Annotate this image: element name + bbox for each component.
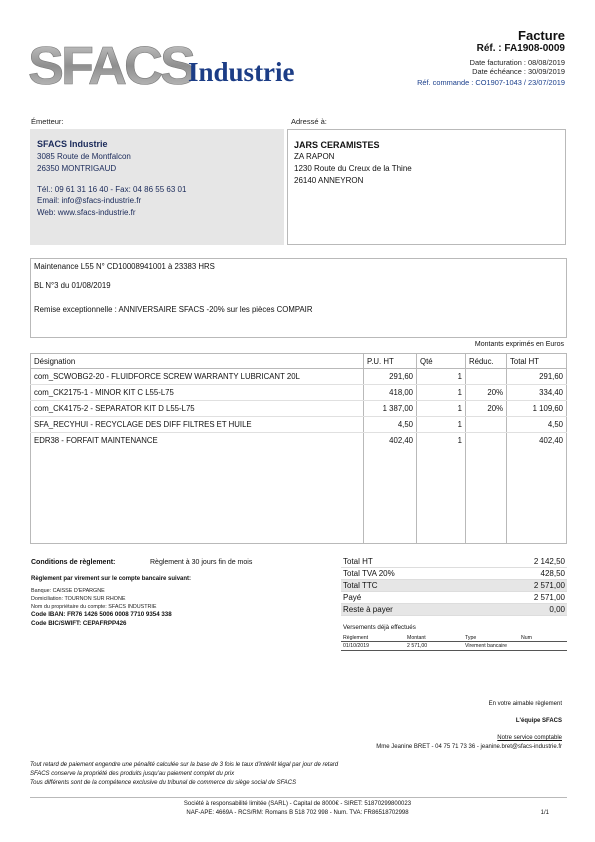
item-total: 334,40 <box>507 385 567 401</box>
item-qty: 1 <box>417 369 466 385</box>
footer-registration: NAF-APE: 4669A - RCS/RM: Romans B 518 702 998 - Num. TVA: FR86518702998 <box>186 810 409 816</box>
total-ttc-value: 2 571,00 <box>533 581 565 590</box>
footer-company-info: Société à responsabilité limitée (SARL) - Capital de 8000€ - SIRET: 51870299800023 <box>183 801 412 807</box>
accounting-service: Notre service comptable <box>497 735 562 741</box>
paid-label: Payé <box>343 593 362 602</box>
remarks-box <box>30 258 567 338</box>
item-qty: 1 <box>417 433 466 449</box>
item-unit-price: 291,60 <box>364 369 417 385</box>
due-date: Date échéance : 30/09/2019 <box>472 67 565 76</box>
item-total: 4,50 <box>507 417 567 433</box>
recipient-label: Adressé à: <box>291 117 327 126</box>
invoice-reference: Réf. : FA1908-0009 <box>476 43 565 54</box>
legal-ownership: SFACS conserve la propriété des produits jusqu'au paiement complet du prix <box>30 771 235 777</box>
payment-terms-label: Conditions de règlement: <box>31 559 116 566</box>
remark-delivery-note: BL N°3 du 01/08/2019 <box>34 281 111 290</box>
payment-num <box>519 642 567 651</box>
document-title: Facture <box>518 28 565 43</box>
currency-note: Montants exprimés en Euros <box>474 341 564 348</box>
total-ht-label: Total HT <box>343 557 373 566</box>
table-row <box>31 417 567 433</box>
paid-row <box>341 592 567 604</box>
item-designation: EDR38 - FORFAIT MAINTENANCE <box>31 433 364 449</box>
billing-date: Date facturation : 08/08/2019 <box>469 58 565 67</box>
issuer-name: SFACS Industrie <box>37 139 108 149</box>
payments-title: Versements déjà effectués <box>343 624 416 631</box>
logo-wordmark: SFACS <box>28 36 194 94</box>
bank-transfer-title: Règlement par virement sur le compte bancaire suivant: <box>31 576 192 582</box>
paid-value: 2 571,00 <box>533 593 565 602</box>
issuer-website: Web: www.sfacs-industrie.fr <box>37 208 136 217</box>
table-row <box>341 642 567 651</box>
legal-jurisdiction: Tous différents sont de la compétence exclusive du tribunal de commerce du siège social de SFACS <box>30 780 297 786</box>
item-total: 291,60 <box>507 369 567 385</box>
item-unit-price: 402,40 <box>364 433 417 449</box>
total-tva-value: 428,50 <box>540 569 565 578</box>
items-table <box>30 353 567 544</box>
iban: Code IBAN: FR76 1426 5006 0008 7710 9354 338 <box>31 611 172 618</box>
col-quantity: Qté <box>417 354 466 369</box>
account-holder: Nom du propriétaire du compte: SFACS INDUSTRIE <box>31 604 157 610</box>
totals-block <box>341 556 567 616</box>
payments-table <box>341 634 567 651</box>
item-discount: 20% <box>466 385 507 401</box>
item-discount: 20% <box>466 401 507 417</box>
total-ht-row <box>341 556 567 568</box>
bank-domiciliation: Domiciliation: TOURNON SUR RHONE <box>31 596 126 602</box>
col-unit-price: P.U. HT <box>364 354 417 369</box>
recipient-line-3: 26140 ANNEYRON <box>294 176 364 185</box>
total-tva-label: Total TVA 20% <box>343 569 395 578</box>
payment-type: Virement bancaire <box>463 642 519 651</box>
remark-discount: Remise exceptionnelle : ANNIVERSAIRE SFACS -20% sur les pièces COMPAIR <box>34 305 313 314</box>
closing-greeting: En votre aimable règlement <box>488 701 562 707</box>
bank-name: Banque: CAISSE D'EPARGNE <box>31 588 105 594</box>
recipient-box <box>287 129 566 245</box>
legal-late-penalty: Tout retard de paiement engendre une pénalité calculée sur la base de 3 fois le taux d'intérêt légal par jour de retard <box>30 762 339 768</box>
order-reference: Réf. commande : CO1907-1043 / 23/07/2019 <box>417 78 565 87</box>
remaining-row <box>341 604 567 616</box>
total-ttc-row <box>341 580 567 592</box>
bic-swift: Code BIC/SWIFT: CEPAFRPP426 <box>31 620 127 627</box>
issuer-phone: Tél.: 09 61 31 16 40 - Fax: 04 86 55 63 01 <box>37 185 187 194</box>
item-discount <box>466 417 507 433</box>
table-row <box>31 385 567 401</box>
table-row <box>31 401 567 417</box>
item-designation: com_SCWOBG2-20 - FLUIDFORCE SCREW WARRANTY LUBRICANT 20L <box>31 369 364 385</box>
accounting-contact: Mme Jeanine BRET - 04 75 71 73 36 - jeanine.bret@sfacs-industrie.fr <box>376 744 562 750</box>
footer-divider <box>30 797 567 798</box>
payments-header-row <box>341 634 567 642</box>
col-num: Num <box>519 634 567 642</box>
item-designation: com_CK2175-1 - MINOR KIT C L55-L75 <box>31 385 364 401</box>
closing-team: L'équipe SFACS <box>515 718 562 724</box>
col-type: Type <box>463 634 519 642</box>
total-ht-value: 2 142,50 <box>533 557 565 566</box>
remark-maintenance: Maintenance L55 N° CD10008941001 à 23383 HRS <box>34 262 215 271</box>
col-designation: Désignation <box>31 354 364 369</box>
company-logo <box>28 36 318 94</box>
item-designation: SFA_RECYHUI - RECYCLAGE DES DIFF FILTRES ET HUILE <box>31 417 364 433</box>
logo-subtitle: Industrie <box>188 57 295 87</box>
item-unit-price: 4,50 <box>364 417 417 433</box>
col-reglement: Règlement <box>341 634 405 642</box>
page-number: 1/1 <box>540 810 549 816</box>
item-discount <box>466 433 507 449</box>
col-total: Total HT <box>507 354 567 369</box>
item-qty: 1 <box>417 401 466 417</box>
item-total: 1 109,60 <box>507 401 567 417</box>
recipient-line-1: ZA RAPON <box>294 152 335 161</box>
table-row <box>31 369 567 385</box>
issuer-label: Émetteur: <box>31 117 64 126</box>
table-filler-row <box>31 448 567 544</box>
remaining-value: 0,00 <box>549 605 565 614</box>
table-row <box>31 433 567 449</box>
recipient-line-2: 1230 Route du Creux de la Thine <box>294 164 412 173</box>
col-discount: Réduc. <box>466 354 507 369</box>
item-designation: com_CK4175-2 - SEPARATOR KIT D L55-L75 <box>31 401 364 417</box>
total-tva-row <box>341 568 567 580</box>
issuer-address-1: 3085 Route de Montfalcon <box>37 152 131 161</box>
remaining-label: Reste à payer <box>343 605 393 614</box>
item-qty: 1 <box>417 385 466 401</box>
item-qty: 1 <box>417 417 466 433</box>
item-discount <box>466 369 507 385</box>
total-ttc-label: Total TTC <box>343 581 378 590</box>
payment-terms-value: Règlement à 30 jours fin de mois <box>150 559 253 566</box>
item-total: 402,40 <box>507 433 567 449</box>
item-unit-price: 418,00 <box>364 385 417 401</box>
payment-amount: 2 571,00 <box>405 642 463 651</box>
issuer-address-2: 26350 MONTRIGAUD <box>37 164 117 173</box>
issuer-email: Email: info@sfacs-industrie.fr <box>37 196 142 205</box>
payment-date: 01/10/2019 <box>341 642 405 651</box>
item-unit-price: 1 387,00 <box>364 401 417 417</box>
recipient-name: JARS CERAMISTES <box>294 140 380 150</box>
items-header-row <box>31 354 567 369</box>
issuer-box <box>30 129 284 245</box>
col-montant: Montant <box>405 634 463 642</box>
